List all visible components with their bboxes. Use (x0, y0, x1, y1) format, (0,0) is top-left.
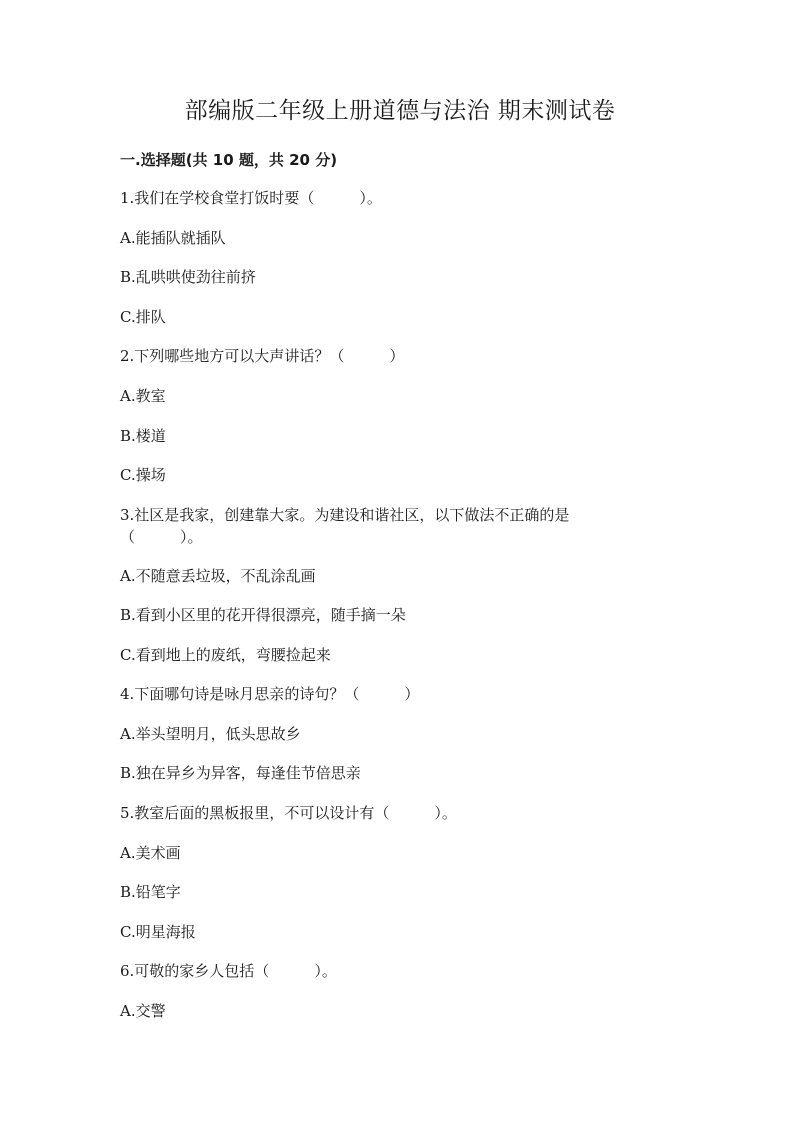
question-4-option-b: B.独在异乡为异客，每逢佳节倍思亲 (120, 764, 361, 782)
question-1-option-c: C.排队 (120, 308, 166, 326)
question-5-option-b: B.铅笔字 (120, 883, 181, 901)
question-3-stem-continued: （ ）。 (120, 528, 203, 546)
question-6-option-a: A.交警 (120, 1002, 166, 1020)
question-5-stem: 5.教室后面的黑板报里，不可以设计有（ ）。 (120, 804, 457, 822)
question-6-stem: 6.可敬的家乡人包括（ ）。 (120, 962, 337, 980)
question-5-option-c: C.明星海报 (120, 923, 196, 941)
question-5-option-a: A.美术画 (120, 844, 181, 862)
question-4-option-a: A.举头望明月，低头思故乡 (120, 725, 301, 743)
question-1-option-a: A.能插队就插队 (120, 229, 226, 247)
question-3-option-a: A.不随意丢垃圾，不乱涂乱画 (120, 567, 316, 585)
section-heading: 一.选择题(共 10 题，共 20 分) (120, 151, 338, 169)
question-2-option-b: B.楼道 (120, 427, 166, 445)
question-3-stem: 3.社区是我家，创建靠大家。为建设和谐社区，以下做法不正确的是 (120, 506, 570, 524)
question-3-option-b: B.看到小区里的花开得很漂亮，随手摘一朵 (120, 606, 406, 624)
question-2-option-c: C.操场 (120, 466, 166, 484)
question-1-stem: 1.我们在学校食堂打饭时要（ ）。 (120, 189, 382, 207)
question-4-stem: 4.下面哪句诗是咏月思亲的诗句？（ ） (120, 685, 420, 703)
document-title: 部编版二年级上册道德与法治 期末测试卷 (184, 98, 616, 124)
question-1-option-b: B.乱哄哄使劲往前挤 (120, 268, 256, 286)
question-2-option-a: A.教室 (120, 387, 166, 405)
question-2-stem: 2.下列哪些地方可以大声讲话？（ ） (120, 347, 405, 365)
question-3-option-c: C.看到地上的废纸，弯腰捡起来 (120, 646, 331, 664)
